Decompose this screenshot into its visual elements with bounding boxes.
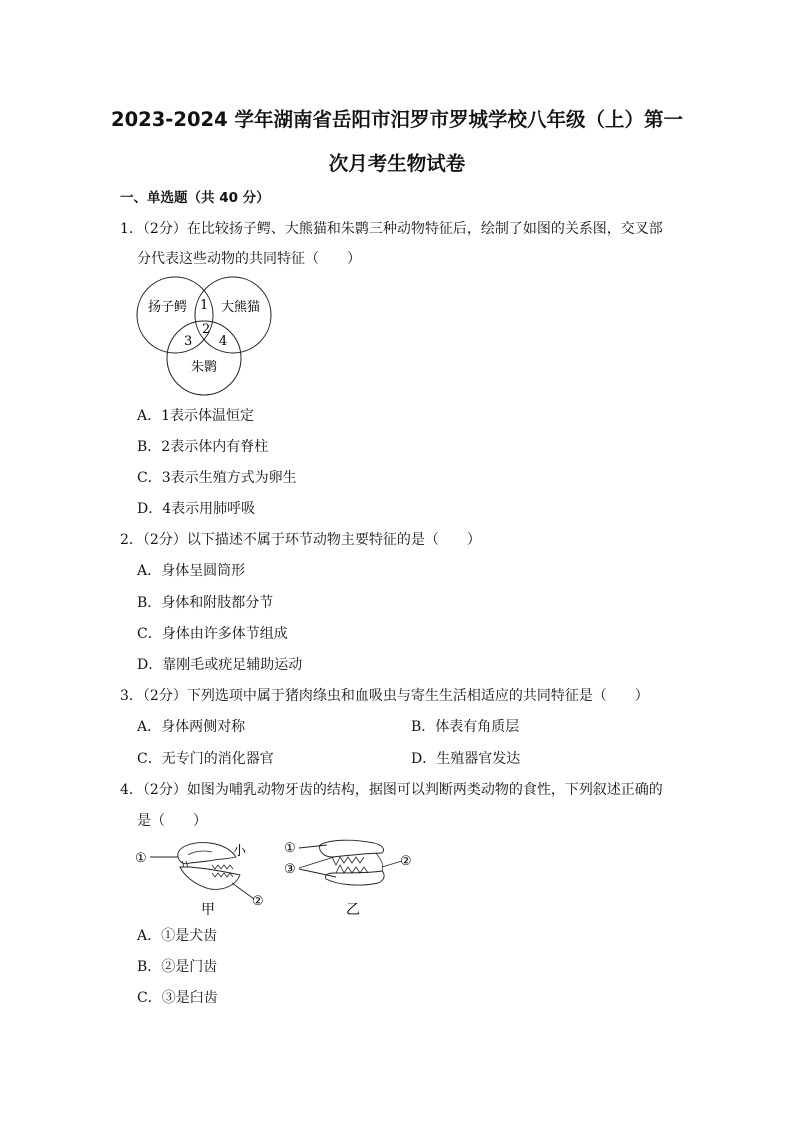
venn-region-1: 1	[200, 298, 209, 313]
question-2-option-b: B．身体和附肢都分节	[137, 595, 274, 611]
question-4-stem: 4．（2分）如图为哺乳动物牙齿的结构，据图可以判断两类动物的食性，下列叙述正确的	[120, 782, 663, 798]
question-4-option-a: A．①是犬齿	[137, 928, 218, 944]
figure-caption-yi: 乙	[346, 902, 360, 918]
question-1-option-a: A．1表示体温恒定	[137, 408, 255, 424]
marker-2: ②	[252, 894, 264, 909]
question-1-stem-cont: 分代表这些动物的共同特征（ ）	[137, 251, 361, 267]
venn-label-alligator: 扬子鳄	[148, 300, 188, 315]
question-1-option-d: D．4表示用肺呼吸	[137, 501, 256, 517]
hair-mark: 小	[233, 844, 247, 859]
question-3-option-b: B．体表有角质层	[411, 719, 520, 735]
venn-region-3: 3	[184, 334, 193, 349]
question-4-option-b: B．②是门齿	[137, 959, 218, 975]
marker-3: ③	[284, 862, 296, 877]
venn-circle-panda	[195, 277, 271, 353]
venn-region-4: 4	[219, 334, 228, 349]
question-2-option-c: C．身体由许多体节组成	[137, 626, 288, 642]
marker-1: ①	[135, 851, 147, 866]
figure-caption-jia: 甲	[201, 902, 215, 918]
question-3-stem: 3．（2分）下列选项中属于猪肉绦虫和血吸虫与寄生生活相适应的共同特征是（ ）	[120, 688, 649, 704]
exam-title-line1: 2023-2024 学年湖南省岳阳市汨罗市罗城学校八年级（上）第一	[111, 108, 683, 131]
venn-label-ibis: 朱鹮	[191, 360, 218, 375]
venn-circle-alligator	[137, 277, 213, 353]
question-3-option-c: C．无专门的消化器官	[137, 751, 274, 767]
marker-1: ①	[284, 841, 296, 856]
venn-region-2: 2	[202, 322, 211, 337]
section-heading: 一、单选题（共 40 分）	[120, 190, 270, 206]
question-3-option-a: A．身体两侧对称	[137, 719, 246, 735]
question-3-option-d: D．生殖器官发达	[411, 751, 521, 767]
question-2-stem: 2．（2分）以下描述不属于环节动物主要特征的是（ ）	[120, 532, 481, 548]
question-4-stem-cont: 是（ ）	[137, 813, 207, 829]
teeth-figure-herbivore	[132, 835, 282, 920]
question-2-option-a: A．身体呈圆筒形	[137, 563, 246, 579]
venn-label-panda: 大熊猫	[221, 300, 261, 315]
exam-title-line2: 次月考生物试卷	[328, 152, 466, 175]
marker-2: ②	[400, 854, 412, 869]
venn-diagram	[130, 270, 290, 400]
teeth-figure-carnivore	[282, 835, 422, 920]
question-1-stem: 1．（2分）在比较扬子鳄、大熊猫和朱鹮三种动物特征后，绘制了如图的关系图，交叉部	[120, 221, 663, 237]
question-1-option-c: C．3表示生殖方式为卵生	[137, 470, 297, 486]
question-1-option-b: B．2表示体内有脊柱	[137, 439, 269, 455]
question-4-option-c: C．③是臼齿	[137, 990, 218, 1006]
question-2-option-d: D．靠刚毛或疣足辅助运动	[137, 657, 303, 673]
